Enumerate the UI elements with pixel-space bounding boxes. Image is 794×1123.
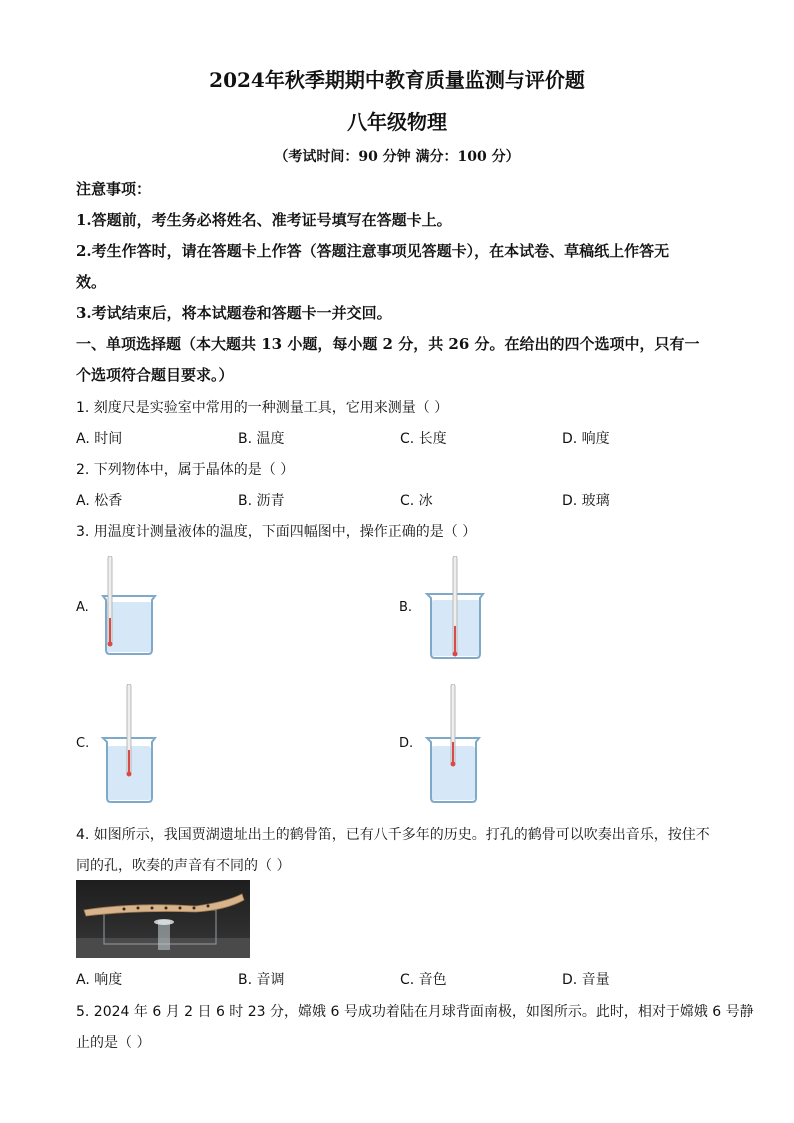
question-1-option-a[interactable]: A. 时间 xyxy=(76,431,123,447)
question-3-option-a[interactable]: A. xyxy=(76,600,89,615)
question-4-stem: 4. 如图所示，我国贾湖遗址出土的鹤骨笛，已有八千多年的历史。打孔的鹤骨可以吹奏出音乐，按住不 xyxy=(76,827,710,843)
question-3-option-d[interactable]: D. xyxy=(399,736,414,751)
question-1-option-c[interactable]: C. 长度 xyxy=(400,431,447,447)
exam-subject: 八年级物理 xyxy=(347,110,447,134)
question-4-option-a[interactable]: A. 响度 xyxy=(76,972,123,988)
question-2-option-d[interactable]: D. 玻璃 xyxy=(562,493,610,509)
notice-item-2-cont: 效。 xyxy=(76,273,107,291)
question-3-option-b[interactable]: B. xyxy=(399,600,413,615)
question-4-option-b[interactable]: B. 音调 xyxy=(238,972,285,988)
question-1-stem: 1. 刻度尺是实验室中常用的一种测量工具，它用来测量（ ） xyxy=(76,400,449,416)
question-4-option-d[interactable]: D. 音量 xyxy=(562,972,610,988)
section-heading-cont: 个选项符合题目要求。） xyxy=(76,366,234,384)
question-1-option-d[interactable]: D. 响度 xyxy=(562,431,610,447)
question-2-option-a[interactable]: A. 松香 xyxy=(76,493,123,509)
question-5-stem: 5. 2024 年 6 月 2 日 6 时 23 分，嫦娥 6 号成功着陆在月球背面南极，如图所示。此时，相对于嫦娥 6 号静 xyxy=(76,1004,754,1020)
notice-item-3: 3.考试结束后，将本试题卷和答题卡一并交回。 xyxy=(76,304,392,322)
exam-title: 2024年秋季期期中教育质量监测与评价题 xyxy=(209,68,585,92)
notice-item-1: 1.答题前，考生务必将姓名、准考证号填写在答题卡上。 xyxy=(76,211,452,229)
question-2-stem: 2. 下列物体中，属于晶体的是（ ） xyxy=(76,462,295,478)
question-3-stem: 3. 用温度计测量液体的温度，下面四幅图中，操作正确的是（ ） xyxy=(76,524,477,540)
question-1-option-b[interactable]: B. 温度 xyxy=(238,431,285,447)
bone-flute-figure xyxy=(76,880,250,958)
beaker-thermometer-d-figure xyxy=(423,684,485,804)
question-4-option-c[interactable]: C. 音色 xyxy=(400,972,447,988)
notice-item-2: 2.考生作答时，请在答题卡上作答（答题注意事项见答题卡），在本试卷、草稿纸上作答无 xyxy=(76,242,670,260)
question-2-option-c[interactable]: C. 冰 xyxy=(400,493,433,509)
question-4-stem-cont: 同的孔，吹奏的声音有不同的（ ） xyxy=(76,858,291,874)
question-2-option-b[interactable]: B. 沥青 xyxy=(238,493,285,509)
bone-flute-photo xyxy=(76,880,250,958)
section-heading: 一、单项选择题（本大题共 13 小题，每小题 2 分，共 26 分。在给出的四个选项中，只有一 xyxy=(76,335,700,353)
notice-heading: 注意事项： xyxy=(76,180,152,198)
beaker-thermometer-c-figure xyxy=(99,684,161,804)
exam-info: （考试时间：90 分钟 满分：100 分） xyxy=(274,149,520,165)
beaker-thermometer-b-figure xyxy=(423,556,489,660)
question-3-option-c[interactable]: C. xyxy=(76,736,90,751)
question-5-stem-cont: 止的是（ ） xyxy=(76,1035,151,1051)
beaker-thermometer-a-figure xyxy=(98,556,162,656)
